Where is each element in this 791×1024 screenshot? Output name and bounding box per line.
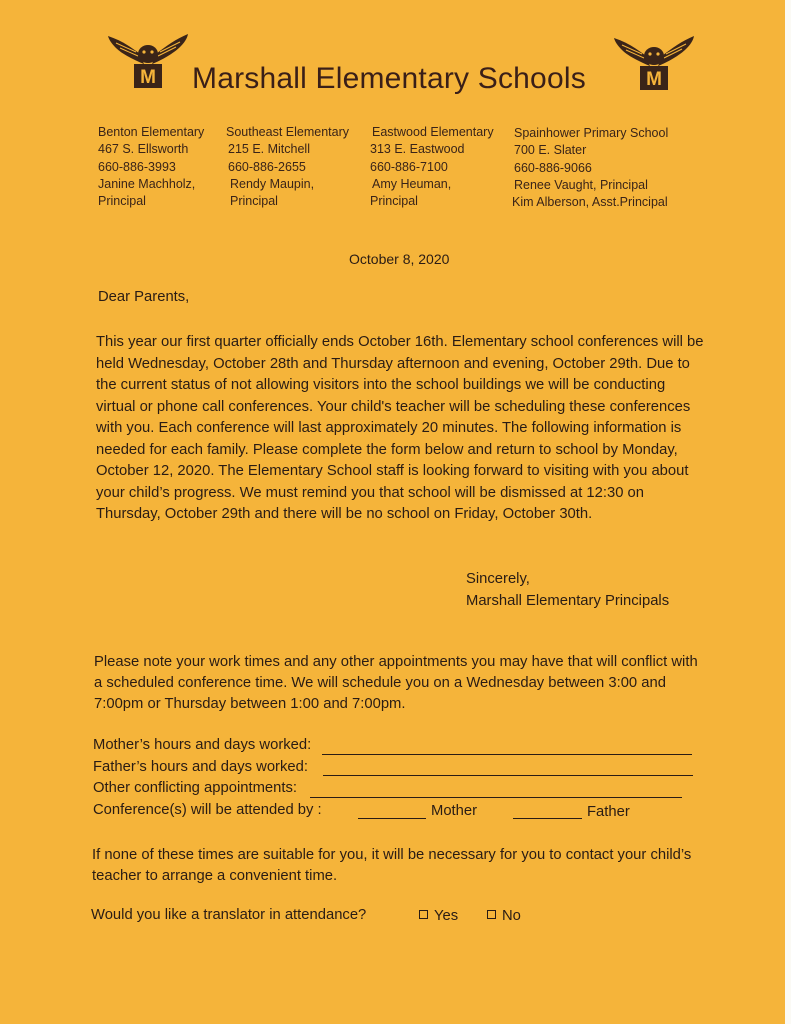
- yes-checkbox[interactable]: [419, 910, 428, 919]
- school-name: Benton Elementary: [98, 125, 205, 139]
- father-hours-label: Father’s hours and days worked:: [93, 759, 308, 775]
- mother-option-label: Mother: [431, 803, 478, 819]
- school-principal: Renee Vaught, Principal: [514, 177, 648, 192]
- school-address: 700 E. Slater: [514, 143, 587, 158]
- school-principal: Amy Heuman,: [372, 176, 452, 191]
- mother-hours-label: Mother’s hours and days worked:: [93, 737, 312, 753]
- mother-hours-field[interactable]: [322, 754, 692, 755]
- school-name: Eastwood Elementary: [372, 125, 494, 139]
- school-southeast: [226, 124, 349, 210]
- school-address: 215 E. Mitchell: [228, 142, 310, 157]
- school-phone: 660-886-9066: [514, 160, 592, 175]
- father-attend-blank[interactable]: [513, 818, 582, 819]
- page-title: Marshall Elementary Schools: [192, 62, 586, 95]
- father-hours-field[interactable]: [323, 775, 693, 776]
- school-role: Principal: [370, 194, 418, 209]
- other-appointments-field[interactable]: [310, 797, 682, 798]
- greeting: Dear Parents,: [98, 289, 190, 305]
- father-option-label: Father: [587, 804, 630, 820]
- logo-letter-right: M: [646, 69, 662, 90]
- attended-by-label: Conference(s) will be attended by :: [93, 802, 322, 818]
- translator-question: Would you like a translator in attendance?: [91, 907, 367, 923]
- school-benton: [98, 124, 204, 210]
- school-phone: 660-886-3993: [98, 159, 176, 174]
- form-instructions: Please note your work times and any other appointments you may have that will conflict with a scheduled conference time. We will schedule you on a Wednesday between 3:00 and 7:00pm or Thursday between 1:00 and 7:00pm.: [94, 654, 698, 712]
- translator-yes-option[interactable]: [419, 908, 458, 924]
- school-phone: 660-886-7100: [370, 159, 448, 174]
- no-checkbox[interactable]: [487, 910, 496, 919]
- signoff: [466, 568, 669, 612]
- other-appointments-label: Other conflicting appointments:: [93, 780, 297, 796]
- school-phone: 660-886-2655: [228, 159, 306, 174]
- school-role: Principal: [230, 194, 278, 209]
- signature: Marshall Elementary Principals: [466, 593, 670, 609]
- school-principal: Rendy Maupin,: [230, 176, 315, 191]
- school-address: 313 E. Eastwood: [370, 142, 465, 157]
- school-address: 467 S. Ellsworth: [98, 142, 189, 157]
- no-label: No: [502, 908, 521, 924]
- logo-letter-left: M: [140, 67, 156, 88]
- school-name: Spainhower Primary School: [514, 126, 669, 140]
- paper-edge: [785, 0, 791, 1024]
- bulldog-logo-right-icon: [612, 32, 696, 94]
- bulldog-logo-left-icon: [106, 30, 190, 92]
- closing: Sincerely,: [466, 571, 530, 587]
- translator-no-option[interactable]: [487, 908, 521, 924]
- school-role: Principal: [98, 194, 146, 209]
- letter-date: October 8, 2020: [349, 251, 450, 267]
- school-name: Southeast Elementary: [226, 125, 349, 139]
- school-spainhower: [512, 125, 668, 211]
- letter-body: This year our first quarter officially ends October 16th. Elementary school conferences will be held Wednesday, October 28th and Thursday afternoon and evening, October 29th. Due to the current status of not allowing visitors into the school buildings we will be conducting virtual or phone call conferences. Your child's teacher will be scheduling these conferences with you. Each conference will last approximately 20 minutes. The following information is needed for each family. Please complete the form below and return to school by Monday, October 12, 2020. The Elementary School staff is looking forward to visiting with you about your child’s progress. We must remind you that school will be dismissed at 12:30 on Thursday, October 29th and there will be no school on Friday, October 30th.: [96, 334, 704, 522]
- school-principal: Janine Machholz,: [98, 176, 196, 191]
- yes-label: Yes: [434, 908, 459, 924]
- school-role: Kim Alberson, Asst.Principal: [512, 195, 668, 210]
- contact-teacher-note: If none of these times are suitable for you, it will be necessary for you to contact your child’s teacher to arrange a convenient time.: [92, 847, 692, 884]
- mother-attend-blank[interactable]: [358, 818, 426, 819]
- school-eastwood: [370, 124, 494, 210]
